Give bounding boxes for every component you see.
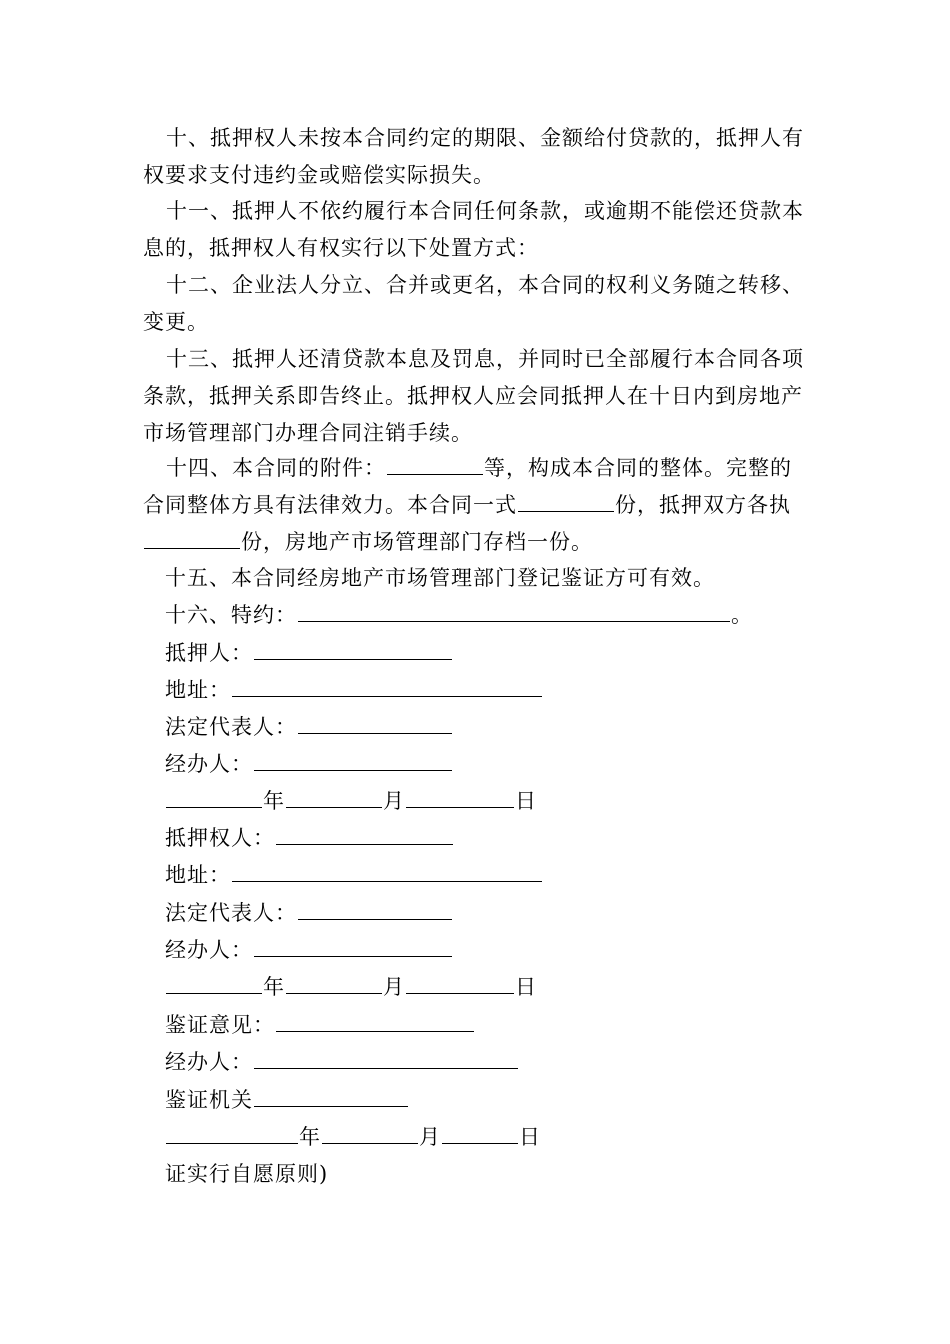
mortgagor-row — [165, 638, 453, 668]
verification-agent-blank[interactable] — [254, 1048, 518, 1069]
mortgagee-address-label: 地址： — [165, 863, 231, 887]
verification-agent-row — [165, 1047, 519, 1077]
verification-month-blank[interactable] — [322, 1123, 418, 1144]
mortgagor-label: 抵押人： — [165, 641, 253, 665]
mortgagor-address-label: 地址： — [165, 678, 231, 702]
copies-total-blank[interactable] — [518, 491, 614, 512]
mortgagor-month-blank[interactable] — [286, 787, 382, 808]
year-label: 年 — [263, 975, 285, 999]
mortgagee-legal-rep-row — [165, 898, 453, 928]
mortgagee-address-row — [165, 860, 543, 890]
mortgagee-agent-row — [165, 935, 453, 965]
mortgagor-day-blank[interactable] — [406, 787, 514, 808]
mortgagee-agent-label: 经办人： — [165, 938, 253, 962]
mortgagor-agent-row — [165, 749, 453, 779]
mortgagee-label: 抵押权人： — [165, 826, 275, 850]
verification-opinion-row — [165, 1010, 475, 1040]
mortgagor-legal-rep-row — [165, 712, 453, 742]
month-label: 月 — [419, 1125, 441, 1149]
mortgagee-month-blank[interactable] — [286, 973, 382, 994]
verification-day-blank[interactable] — [442, 1123, 518, 1144]
mortgagee-blank[interactable] — [276, 824, 453, 845]
footer-note: 证实行自愿原则) — [165, 1162, 329, 1186]
verification-year-blank[interactable] — [166, 1123, 298, 1144]
clause-10: 十、抵押权人未按本合同约定的期限、金额给付贷款的，抵押人有权要求支付违约金或赔偿实际损失。 — [143, 126, 804, 187]
mortgagor-address-row — [165, 675, 543, 705]
mortgagor-year-blank[interactable] — [166, 787, 262, 808]
year-label: 年 — [299, 1125, 321, 1149]
mortgagee-date-row — [165, 972, 537, 1002]
verification-opinion-blank[interactable] — [276, 1011, 474, 1032]
clause-11: 十一、抵押人不依约履行本合同任何条款，或逾期不能偿还贷款本息的，抵押权人有权实行以下处置方式： — [143, 199, 804, 260]
clause-16 — [165, 600, 753, 630]
verification-agent-label: 经办人： — [165, 1050, 253, 1074]
special-terms-blank[interactable] — [298, 601, 730, 622]
mortgagee-row — [165, 823, 454, 853]
month-label: 月 — [383, 789, 405, 813]
year-label: 年 — [263, 789, 285, 813]
clause-14-part1: 十四、本合同的附件： — [166, 456, 386, 480]
verification-authority-blank[interactable] — [254, 1086, 408, 1107]
copies-each-blank[interactable] — [144, 528, 240, 549]
clause-14 — [143, 450, 813, 561]
verification-date-row — [165, 1122, 541, 1152]
verification-authority-label: 鉴证机关 — [165, 1088, 253, 1112]
clause-14-part4: 份，房地产市场管理部门存档一份。 — [241, 530, 593, 554]
clause-14-part3: 份，抵押双方各执 — [615, 493, 791, 517]
clause-16-label: 十六、特约： — [165, 603, 297, 627]
clause-12: 十二、企业法人分立、合并或更名，本合同的权利义务随之转移、变更。 — [143, 273, 804, 334]
verification-opinion-label: 鉴证意见： — [165, 1013, 275, 1037]
mortgagor-agent-blank[interactable] — [254, 750, 452, 771]
clause-16-end: 。 — [731, 603, 753, 627]
mortgagor-agent-label: 经办人： — [165, 752, 253, 776]
mortgagee-legal-rep-blank[interactable] — [298, 899, 452, 920]
mortgagee-address-blank[interactable] — [232, 861, 542, 882]
mortgagor-legal-rep-label: 法定代表人： — [165, 715, 297, 739]
clause-15: 十五、本合同经房地产市场管理部门登记鉴证方可有效。 — [165, 566, 715, 590]
attachments-blank[interactable] — [387, 454, 483, 475]
clause-13: 十三、抵押人还清贷款本息及罚息，并同时已全部履行本合同各项条款，抵押关系即告终止。抵押权人应会同抵押人在十日内到房地产市场管理部门办理合同注销手续。 — [143, 347, 804, 445]
mortgagee-legal-rep-label: 法定代表人： — [165, 901, 297, 925]
mortgagor-date-row — [165, 786, 537, 816]
month-label: 月 — [383, 975, 405, 999]
mortgagee-agent-blank[interactable] — [254, 936, 452, 957]
mortgagee-day-blank[interactable] — [406, 973, 514, 994]
day-label: 日 — [519, 1125, 541, 1149]
verification-authority-row — [165, 1085, 409, 1115]
day-label: 日 — [515, 975, 537, 999]
mortgagor-address-blank[interactable] — [232, 676, 542, 697]
mortgagor-legal-rep-blank[interactable] — [298, 713, 452, 734]
mortgagor-blank[interactable] — [254, 639, 452, 660]
mortgagee-year-blank[interactable] — [166, 973, 262, 994]
day-label: 日 — [515, 789, 537, 813]
clause-14-part2: 等，构成本合同的整体。完整的合同整体方具有法律效力。本合同一式 — [143, 456, 792, 517]
